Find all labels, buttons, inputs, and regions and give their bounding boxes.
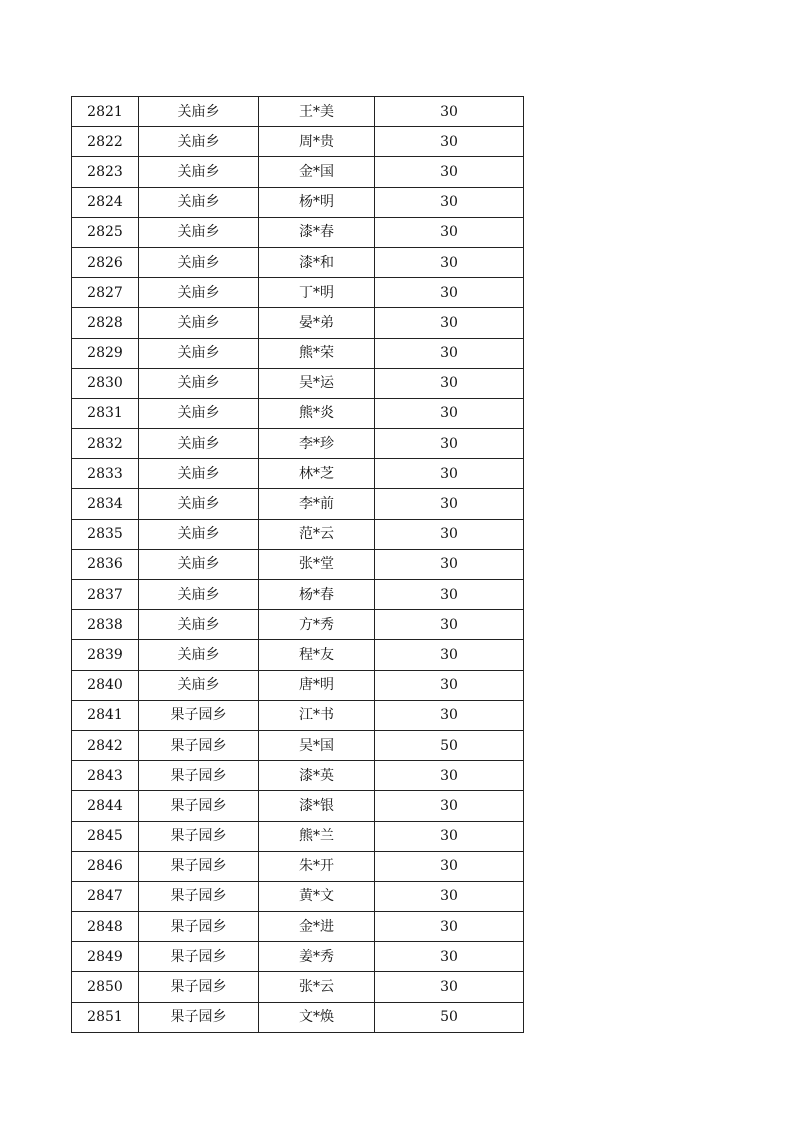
name-cell: 姜*秀 <box>259 942 375 972</box>
township-cell: 关庙乡 <box>139 549 259 579</box>
name-cell: 李*前 <box>259 489 375 519</box>
township-cell: 关庙乡 <box>139 217 259 247</box>
amount-cell: 30 <box>375 791 524 821</box>
amount-cell: 30 <box>375 761 524 791</box>
amount-cell: 30 <box>375 519 524 549</box>
amount-cell: 30 <box>375 580 524 610</box>
name-cell: 金*进 <box>259 912 375 942</box>
amount-cell: 30 <box>375 398 524 428</box>
name-cell: 范*云 <box>259 519 375 549</box>
township-cell: 果子园乡 <box>139 821 259 851</box>
table-row <box>72 278 524 308</box>
township-cell: 关庙乡 <box>139 187 259 217</box>
serial-number-cell: 2838 <box>72 610 139 640</box>
name-cell: 熊*炎 <box>259 398 375 428</box>
amount-cell: 30 <box>375 338 524 368</box>
table-row <box>72 610 524 640</box>
table-row <box>72 187 524 217</box>
township-cell: 关庙乡 <box>139 338 259 368</box>
serial-number-cell: 2842 <box>72 730 139 760</box>
serial-number-cell: 2850 <box>72 972 139 1002</box>
amount-cell: 30 <box>375 942 524 972</box>
serial-number-cell: 2833 <box>72 459 139 489</box>
table-row <box>72 1002 524 1032</box>
township-cell: 果子园乡 <box>139 942 259 972</box>
serial-number-cell: 2839 <box>72 640 139 670</box>
serial-number-cell: 2832 <box>72 429 139 459</box>
table-row <box>72 881 524 911</box>
name-cell: 程*友 <box>259 640 375 670</box>
serial-number-cell: 2851 <box>72 1002 139 1032</box>
amount-cell: 30 <box>375 670 524 700</box>
amount-cell: 30 <box>375 187 524 217</box>
township-cell: 关庙乡 <box>139 308 259 338</box>
amount-cell: 30 <box>375 972 524 1002</box>
name-cell: 漆*银 <box>259 791 375 821</box>
table-row <box>72 429 524 459</box>
serial-number-cell: 2822 <box>72 127 139 157</box>
table-row <box>72 912 524 942</box>
table-row <box>72 338 524 368</box>
name-cell: 朱*开 <box>259 851 375 881</box>
name-cell: 黄*文 <box>259 881 375 911</box>
name-cell: 文*焕 <box>259 1002 375 1032</box>
name-cell: 方*秀 <box>259 610 375 640</box>
township-cell: 果子园乡 <box>139 1002 259 1032</box>
township-cell: 果子园乡 <box>139 700 259 730</box>
name-cell: 唐*明 <box>259 670 375 700</box>
name-cell: 江*书 <box>259 700 375 730</box>
township-cell: 果子园乡 <box>139 761 259 791</box>
name-cell: 金*国 <box>259 157 375 187</box>
name-cell: 王*美 <box>259 97 375 127</box>
table-row <box>72 791 524 821</box>
amount-cell: 30 <box>375 217 524 247</box>
table-body <box>72 97 524 1033</box>
name-cell: 吴*运 <box>259 368 375 398</box>
serial-number-cell: 2837 <box>72 580 139 610</box>
name-cell: 熊*兰 <box>259 821 375 851</box>
amount-cell: 50 <box>375 730 524 760</box>
amount-cell: 30 <box>375 368 524 398</box>
name-cell: 张*堂 <box>259 549 375 579</box>
amount-cell: 30 <box>375 157 524 187</box>
serial-number-cell: 2849 <box>72 942 139 972</box>
table-row <box>72 640 524 670</box>
amount-cell: 30 <box>375 700 524 730</box>
amount-cell: 30 <box>375 247 524 277</box>
table-row <box>72 247 524 277</box>
township-cell: 果子园乡 <box>139 730 259 760</box>
township-cell: 果子园乡 <box>139 912 259 942</box>
serial-number-cell: 2827 <box>72 278 139 308</box>
serial-number-cell: 2825 <box>72 217 139 247</box>
name-cell: 熊*荣 <box>259 338 375 368</box>
amount-cell: 30 <box>375 489 524 519</box>
serial-number-cell: 2828 <box>72 308 139 338</box>
serial-number-cell: 2829 <box>72 338 139 368</box>
township-cell: 关庙乡 <box>139 640 259 670</box>
township-cell: 果子园乡 <box>139 881 259 911</box>
serial-number-cell: 2821 <box>72 97 139 127</box>
name-cell: 晏*弟 <box>259 308 375 338</box>
serial-number-cell: 2841 <box>72 700 139 730</box>
township-cell: 关庙乡 <box>139 670 259 700</box>
serial-number-cell: 2835 <box>72 519 139 549</box>
name-cell: 杨*春 <box>259 580 375 610</box>
township-cell: 关庙乡 <box>139 610 259 640</box>
township-cell: 关庙乡 <box>139 489 259 519</box>
table-row <box>72 851 524 881</box>
serial-number-cell: 2840 <box>72 670 139 700</box>
amount-cell: 30 <box>375 610 524 640</box>
serial-number-cell: 2844 <box>72 791 139 821</box>
township-cell: 关庙乡 <box>139 278 259 308</box>
township-cell: 关庙乡 <box>139 459 259 489</box>
table-row <box>72 761 524 791</box>
township-cell: 关庙乡 <box>139 368 259 398</box>
serial-number-cell: 2847 <box>72 881 139 911</box>
amount-cell: 30 <box>375 127 524 157</box>
table-row <box>72 398 524 428</box>
serial-number-cell: 2845 <box>72 821 139 851</box>
table-row <box>72 97 524 127</box>
serial-number-cell: 2831 <box>72 398 139 428</box>
amount-cell: 30 <box>375 278 524 308</box>
township-cell: 关庙乡 <box>139 127 259 157</box>
amount-cell: 30 <box>375 308 524 338</box>
amount-cell: 30 <box>375 549 524 579</box>
serial-number-cell: 2836 <box>72 549 139 579</box>
table-row <box>72 459 524 489</box>
name-cell: 杨*明 <box>259 187 375 217</box>
township-cell: 果子园乡 <box>139 791 259 821</box>
table-row <box>72 580 524 610</box>
amount-cell: 30 <box>375 881 524 911</box>
serial-number-cell: 2843 <box>72 761 139 791</box>
name-cell: 漆*和 <box>259 247 375 277</box>
table-row <box>72 972 524 1002</box>
amount-cell: 30 <box>375 97 524 127</box>
name-cell: 李*珍 <box>259 429 375 459</box>
name-cell: 漆*英 <box>259 761 375 791</box>
township-cell: 关庙乡 <box>139 157 259 187</box>
serial-number-cell: 2846 <box>72 851 139 881</box>
serial-number-cell: 2848 <box>72 912 139 942</box>
amount-cell: 30 <box>375 851 524 881</box>
table-row <box>72 700 524 730</box>
table-row <box>72 670 524 700</box>
township-cell: 关庙乡 <box>139 519 259 549</box>
amount-cell: 30 <box>375 912 524 942</box>
table-row <box>72 368 524 398</box>
township-cell: 果子园乡 <box>139 851 259 881</box>
amount-cell: 30 <box>375 640 524 670</box>
serial-number-cell: 2834 <box>72 489 139 519</box>
name-cell: 张*云 <box>259 972 375 1002</box>
table-row <box>72 942 524 972</box>
table-row <box>72 489 524 519</box>
serial-number-cell: 2826 <box>72 247 139 277</box>
township-cell: 果子园乡 <box>139 972 259 1002</box>
table-row <box>72 549 524 579</box>
amount-cell: 30 <box>375 429 524 459</box>
name-cell: 漆*春 <box>259 217 375 247</box>
name-cell: 吴*国 <box>259 730 375 760</box>
name-cell: 林*芝 <box>259 459 375 489</box>
amount-cell: 50 <box>375 1002 524 1032</box>
table-row <box>72 127 524 157</box>
township-cell: 关庙乡 <box>139 97 259 127</box>
table-row <box>72 217 524 247</box>
amount-cell: 30 <box>375 459 524 489</box>
serial-number-cell: 2823 <box>72 157 139 187</box>
serial-number-cell: 2830 <box>72 368 139 398</box>
serial-number-cell: 2824 <box>72 187 139 217</box>
township-cell: 关庙乡 <box>139 247 259 277</box>
amount-cell: 30 <box>375 821 524 851</box>
township-cell: 关庙乡 <box>139 398 259 428</box>
table-row <box>72 821 524 851</box>
table-row <box>72 308 524 338</box>
table-row <box>72 730 524 760</box>
recipient-table <box>71 96 524 1033</box>
township-cell: 关庙乡 <box>139 429 259 459</box>
name-cell: 周*贵 <box>259 127 375 157</box>
township-cell: 关庙乡 <box>139 580 259 610</box>
name-cell: 丁*明 <box>259 278 375 308</box>
table-row <box>72 157 524 187</box>
table-row <box>72 519 524 549</box>
